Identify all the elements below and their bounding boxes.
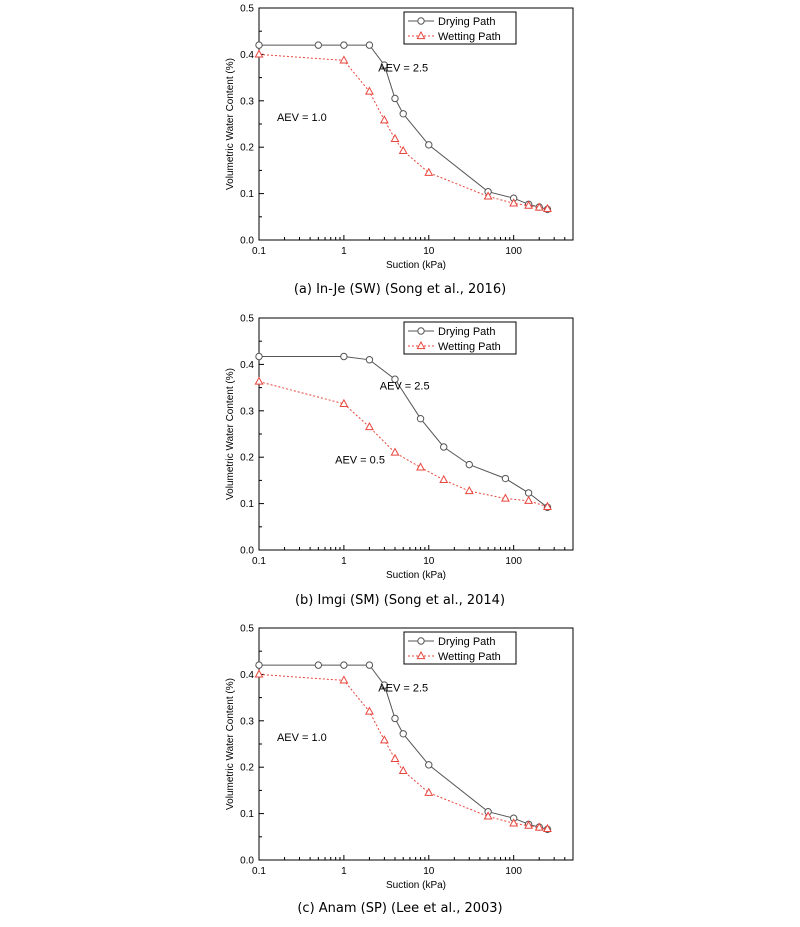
y-tick-label: 0.3 [240,716,254,728]
y-tick-label: 0.1 [240,499,254,511]
y-axis-label: Volumetric Water Content (%) [225,58,236,190]
aev-annotation: AEV = 0.5 [335,454,385,467]
y-tick-label: 0.0 [240,855,254,867]
y-tick-label: 0.2 [240,762,254,774]
x-tick-label: 1 [341,246,347,257]
wetting-path-point [255,50,262,57]
drying-path-point [525,490,531,496]
drying-path-point [426,762,432,768]
chart-panel-a [0,0,800,307]
drying-path-point [441,444,447,450]
aev-annotation: AEV = 2.5 [378,682,429,695]
x-tick-label: 100 [505,246,523,257]
legend-label: Drying Path [438,16,496,28]
legend-label: Wetting Path [438,31,501,43]
y-tick-label: 0.2 [240,142,254,154]
x-tick-label: 100 [505,866,523,877]
chart-c [0,620,800,900]
aev-annotation: AEV = 2.5 [379,380,430,393]
chart-a [0,0,800,280]
y-tick-label: 0.3 [240,406,254,418]
chart-b [0,310,800,590]
x-axis-label: Suction (kPa) [385,260,447,271]
wetting-path-point [466,487,473,494]
wetting-path-point [425,789,432,796]
drying-path-point [392,715,398,721]
wetting-path-line [259,674,547,829]
x-axis-label: Suction (kPa) [385,570,447,581]
drying-path-point [256,353,262,359]
drying-path-point [466,461,472,467]
x-tick-label: 10 [423,556,435,567]
drying-path-point [341,42,347,48]
wetting-path-point [381,736,388,743]
y-tick-label: 0.1 [240,809,254,821]
drying-path-point [315,662,321,668]
y-tick-label: 0.2 [240,452,254,464]
y-tick-label: 0.5 [240,313,254,325]
y-tick-label: 0.0 [240,235,254,247]
x-tick-label: 1 [341,556,347,567]
x-tick-label: 0.1 [252,246,266,257]
wetting-path-point [391,755,398,762]
wetting-path-line [259,54,547,209]
legend-label: Drying Path [438,636,496,648]
y-tick-label: 0.3 [240,96,254,108]
wetting-path-point [425,169,432,176]
drying-path-point [426,142,432,148]
legend-marker [418,18,424,24]
legend-label: Drying Path [438,326,496,338]
drying-path-point [366,42,372,48]
drying-path-point [256,42,262,48]
x-axis-label: Suction (kPa) [385,880,447,891]
drying-path-point [417,415,423,421]
x-tick-label: 100 [505,556,523,567]
chart-panel-b [0,310,800,617]
wetting-path-point [417,463,424,470]
wetting-path-point [440,476,447,483]
drying-path-point [366,662,372,668]
wetting-path-point [255,670,262,677]
legend-label: Wetting Path [438,341,501,353]
drying-path-point [341,662,347,668]
drying-path-point [400,111,406,117]
wetting-path-point [255,378,262,385]
aev-annotation: AEV = 2.5 [378,62,429,75]
y-tick-label: 0.4 [240,49,254,61]
drying-path-point [366,357,372,363]
drying-path-point [502,475,508,481]
drying-path-point [341,353,347,359]
y-tick-label: 0.0 [240,545,254,557]
chart-caption: (a) In-Je (SW) (Song et al., 2016) [293,282,507,297]
drying-path-point [256,662,262,668]
legend-marker [418,328,424,334]
drying-path-line [259,357,547,508]
x-tick-label: 0.1 [252,866,266,877]
y-tick-label: 0.4 [240,359,254,371]
y-axis-label: Volumetric Water Content (%) [225,368,236,500]
drying-path-point [392,95,398,101]
wetting-path-point [340,676,347,683]
y-tick-label: 0.5 [240,623,254,635]
wetting-path-line [259,382,547,507]
x-tick-label: 0.1 [252,556,266,567]
wetting-path-point [381,116,388,123]
aev-annotation: AEV = 1.0 [276,112,327,125]
y-tick-label: 0.4 [240,669,254,681]
legend-marker [418,638,424,644]
drying-path-point [315,42,321,48]
x-tick-label: 10 [423,246,435,257]
wetting-path-point [525,497,532,504]
chart-caption: (b) Imgi (SM) (Song et al., 2014) [294,593,506,608]
chart-panel-c [0,620,800,927]
wetting-path-point [391,449,398,456]
aev-annotation: AEV = 1.0 [276,732,327,745]
legend-label: Wetting Path [438,651,501,663]
wetting-path-point [391,135,398,142]
x-tick-label: 1 [341,866,347,877]
y-axis-label: Volumetric Water Content (%) [225,678,236,810]
chart-caption: (c) Anam (SP) (Lee et al., 2003) [297,901,503,916]
x-tick-label: 10 [423,866,435,877]
y-tick-label: 0.1 [240,189,254,201]
wetting-path-point [340,56,347,63]
drying-path-point [400,731,406,737]
y-tick-label: 0.5 [240,3,254,15]
wetting-path-point [366,423,373,430]
